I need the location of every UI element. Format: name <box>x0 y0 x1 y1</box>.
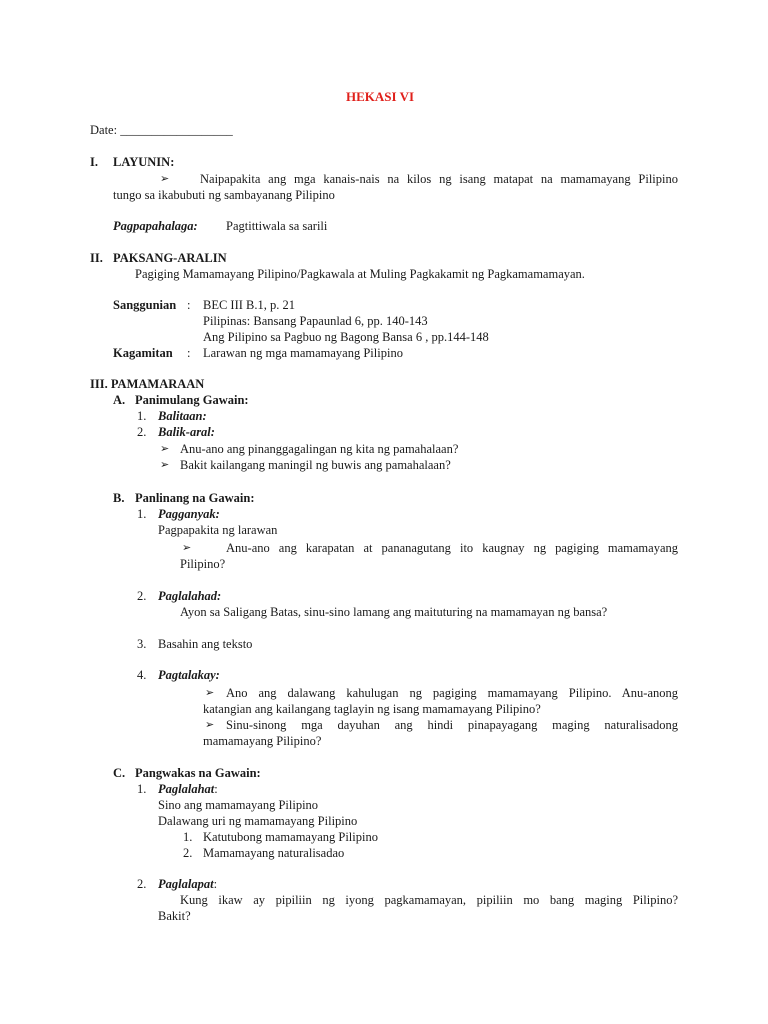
application-question-line-1: Kung ikaw ay pipiliin ng iyong pagkamamayan, pipiliin mo bang maging Pilipino? <box>180 893 678 907</box>
subsection-b-heading: Panlinang na Gawain: <box>135 491 255 505</box>
reference-1: BEC III B.1, p. 21 <box>203 298 296 312</box>
arrow-bullet-icon: ➢ <box>205 718 215 731</box>
motivation-question-line-1: Anu-ano ang karapatan at pananagutang ito kaugnay ng pagiging mamamayang <box>226 541 678 555</box>
discussion-question-1-line-1: Ano ang dalawang kahulugan ng pagiging mamamayang Pilipino. Anu-anong <box>226 686 678 700</box>
objective-line-1: Naipapakita ang mga kanais-nais na kilos ng isang matapat na mamamayang Pilipino <box>200 172 678 186</box>
presentation-text: Ayon sa Saligang Batas, sinu-sino lamang ang maituturing na mamamayan ng bansa? <box>180 605 608 619</box>
b-item-1-label: Pagganyak: <box>158 507 220 521</box>
date-line: Date: __________________ <box>90 123 233 137</box>
c-item-1-number: 1. <box>137 782 147 796</box>
topic-text: Pagiging Mamamayang Pilipino/Pagkawala at Muling Pagkakamit ng Pagkamamamayan. <box>135 267 585 281</box>
b-item-1-number: 1. <box>137 507 147 521</box>
values-label: Pagpapahalaga: <box>113 219 198 233</box>
sublist-2-number: 2. <box>183 846 193 860</box>
motivation-question-line-2: Pilipino? <box>180 557 226 571</box>
c-item-1-label-wrap <box>158 781 218 797</box>
b-item-2-label: Paglalahad: <box>158 589 222 603</box>
c-item-2-number: 2. <box>137 877 147 891</box>
b-item-3-number: 3. <box>137 637 147 651</box>
references-label: Sanggunian <box>113 298 177 312</box>
c-item-2-label: Paglalapat <box>158 877 214 891</box>
a-item-1-label: Balitaan: <box>158 409 207 423</box>
section-2-number: II. <box>90 251 103 265</box>
objective-line-2: tungo sa ikabubuti ng sambayanang Pilipino <box>113 188 335 202</box>
b-item-4-label: Pagtalakay: <box>158 668 220 682</box>
values-text: Pagtittiwala sa sarili <box>226 219 328 233</box>
page-title: HEKASI VI <box>346 89 415 104</box>
section-2-heading: PAKSANG-ARALIN <box>113 251 227 265</box>
arrow-bullet-icon: ➢ <box>160 458 170 471</box>
b-item-2-number: 2. <box>137 589 147 603</box>
materials-text: Larawan ng mga mamamayang Pilipino <box>203 346 403 360</box>
a-item-2-label: Balik-aral: <box>158 425 215 439</box>
c-item-2-colon: : <box>213 877 218 891</box>
sublist-1-text: Katutubong mamamayang Pilipino <box>203 830 378 844</box>
sublist-1-number: 1. <box>183 830 193 844</box>
subsection-a-letter: A. <box>113 393 126 407</box>
review-question-2: Bakit kailangang maningil ng buwis ang pamahalaan? <box>180 458 451 472</box>
subsection-a-heading: Panimulang Gawain: <box>135 393 249 407</box>
subsection-c-letter: C. <box>113 766 126 780</box>
c-item-1-label: Paglalahat <box>158 782 215 796</box>
b-item-1-text: Pagpapakita ng larawan <box>158 523 278 537</box>
b-item-4-number: 4. <box>137 668 147 682</box>
a-item-2-number: 2. <box>137 425 147 439</box>
c-item-2-label-wrap <box>158 876 217 892</box>
arrow-bullet-icon: ➢ <box>182 541 192 554</box>
materials-label: Kagamitan <box>113 346 173 360</box>
section-1-number: I. <box>90 155 98 169</box>
section-1-heading: LAYUNIN: <box>113 155 175 169</box>
discussion-question-2-line-2: mamamayang Pilipino? <box>203 734 322 748</box>
discussion-question-2-line-1: Sinu-sinong mga dayuhan ang hindi pinapayagang maging naturalisadong <box>226 718 678 732</box>
review-question-1: Anu-ano ang pinanggagalingan ng kita ng pamahalaan? <box>180 442 459 456</box>
generalization-text-1: Sino ang mamamayang Pilipino <box>158 798 319 812</box>
subsection-b-letter: B. <box>113 491 125 505</box>
arrow-bullet-icon: ➢ <box>160 172 170 185</box>
section-3-heading: III. PAMAMARAAN <box>90 377 205 391</box>
sublist-2-text: Mamamayang naturalisadao <box>203 846 345 860</box>
b-item-3-text: Basahin ang teksto <box>158 637 253 651</box>
arrow-bullet-icon: ➢ <box>205 686 215 699</box>
generalization-text-2: Dalawang uri ng mamamayang Pilipino <box>158 814 358 828</box>
reference-3: Ang Pilipino sa Pagbuo ng Bagong Bansa 6 , pp.144-148 <box>203 330 489 344</box>
subsection-c-heading: Pangwakas na Gawain: <box>135 766 261 780</box>
references-colon: : <box>187 298 191 312</box>
arrow-bullet-icon: ➢ <box>160 442 170 455</box>
application-question-line-2: Bakit? <box>158 909 191 923</box>
discussion-question-1-line-2: katangian ang kailangang taglayin ng isang mamamayang Pilipino? <box>203 702 541 716</box>
materials-colon: : <box>187 346 191 360</box>
a-item-1-number: 1. <box>137 409 147 423</box>
c-item-1-colon: : <box>214 782 218 796</box>
reference-2: Pilipinas: Bansang Papaunlad 6, pp. 140-143 <box>203 314 428 328</box>
